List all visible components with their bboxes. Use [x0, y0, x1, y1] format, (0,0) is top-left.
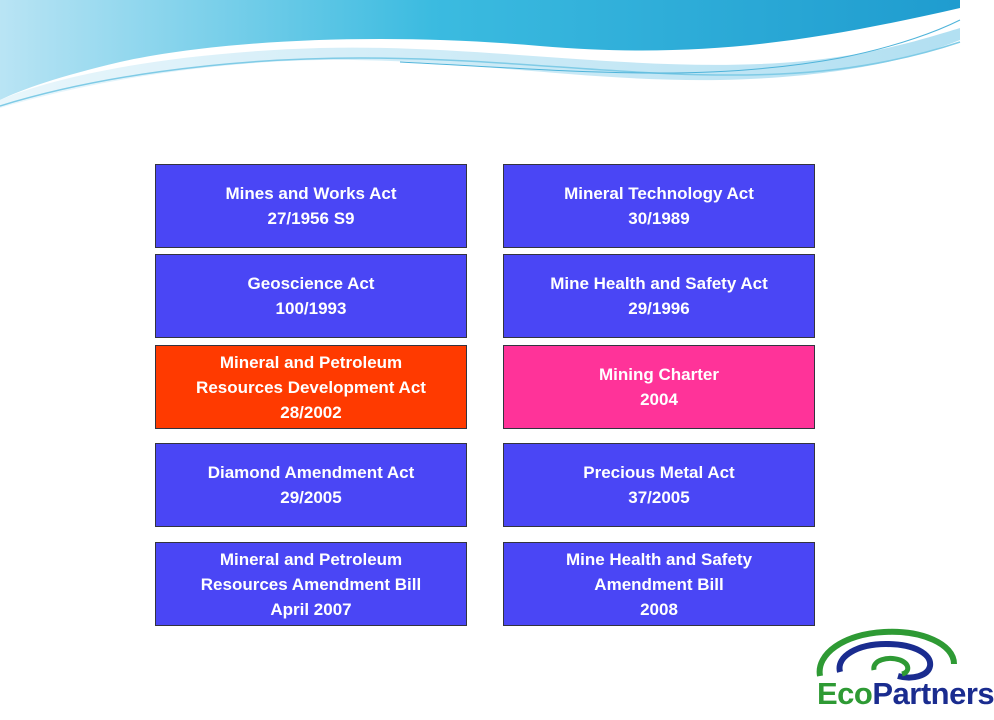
box-text-line: 2004	[640, 390, 678, 409]
box-text-line: 37/2005	[628, 488, 690, 507]
box-precious-metal-act	[503, 443, 815, 527]
box-mineral-technology-act	[503, 164, 815, 248]
box-text-line: Amendment Bill	[594, 574, 724, 594]
box-text-line: 29/1996	[628, 299, 690, 318]
box-mpr-amendment-bill	[155, 542, 467, 626]
box-text-line: Geoscience Act	[247, 274, 375, 293]
box-text-line: 29/2005	[280, 488, 342, 507]
box-geoscience-act	[155, 254, 467, 338]
box-mine-health-and-safety-act	[503, 254, 815, 338]
box-text-line: Mineral and Petroleum	[219, 352, 403, 372]
box-diamond-amendment-act	[155, 443, 467, 527]
box-text-line: Precious Metal Act	[583, 463, 735, 482]
box-text-line: Mine Health and Safety	[565, 549, 753, 569]
box-text-line: 2008	[640, 599, 678, 619]
header-wave-decoration	[0, 0, 960, 120]
box-text-line: Resources Development Act	[196, 377, 426, 397]
box-text-line: Mining Charter	[599, 365, 719, 384]
box-text-line: Mineral and Petroleum	[219, 549, 403, 569]
box-text-line: 30/1989	[628, 209, 690, 228]
box-mining-charter	[503, 345, 815, 429]
logo-eco-text: Eco	[817, 676, 873, 711]
box-text-line: 28/2002	[280, 402, 342, 422]
box-text-line: 27/1956 S9	[267, 209, 355, 228]
logo-partners-text: Partners	[872, 676, 994, 711]
box-text-line: 100/1993	[275, 299, 347, 318]
box-text-line: Mine Health and Safety Act	[550, 274, 768, 293]
box-text-line: Resources Amendment Bill	[200, 574, 422, 594]
box-mprda	[155, 345, 467, 429]
box-mines-and-works-act	[155, 164, 467, 248]
box-text-line: April 2007	[270, 599, 352, 619]
ecopartners-logo	[817, 676, 994, 712]
box-text-line: Mineral Technology Act	[564, 184, 754, 203]
box-text-line: Diamond Amendment Act	[207, 463, 415, 482]
box-mhs-amendment-bill	[503, 542, 815, 626]
box-text-line: Mines and Works Act	[225, 184, 397, 203]
